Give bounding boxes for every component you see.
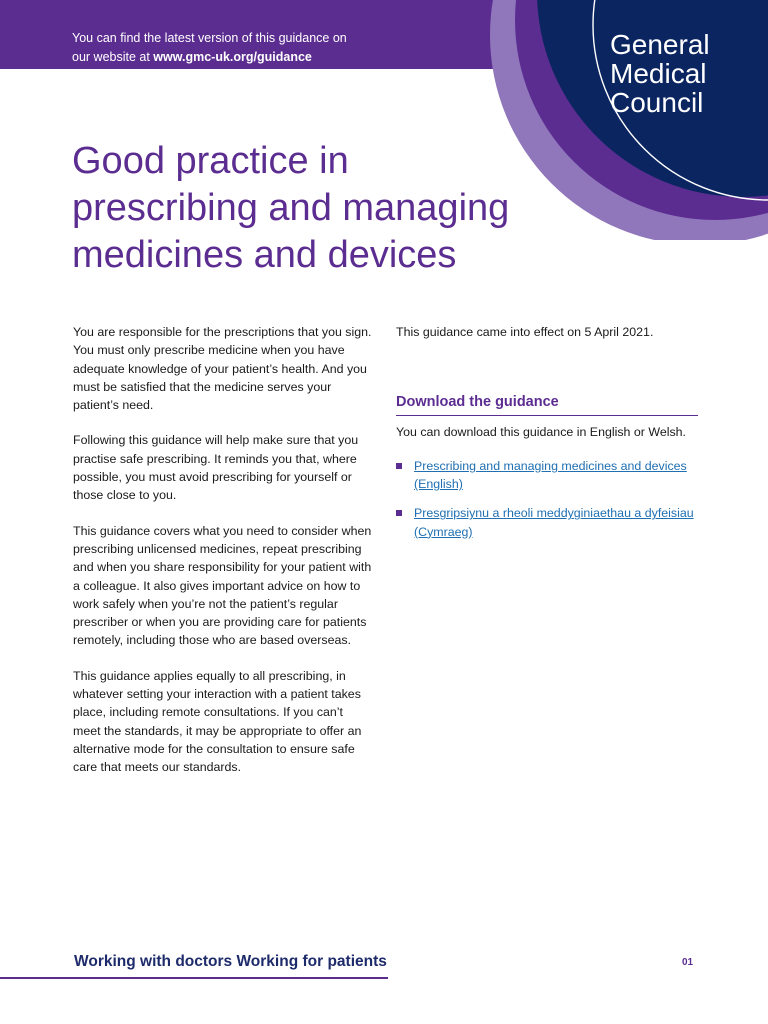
download-item-welsh [396, 504, 698, 541]
page-number: 01 [682, 957, 694, 968]
intro-paragraph-2: Following this guidance will help make sure that you practise safe prescribing. It reminds you that, where possible, you must avoid prescribing for yourself or those close to you. [73, 433, 359, 503]
footer-divider [0, 977, 388, 979]
website-notice-line1: You can find the latest version of this guidance on [72, 31, 347, 45]
logo-line-3: Council [610, 87, 704, 118]
gmc-logo-wordmark [610, 30, 710, 117]
title-line-2: prescribing and managing [72, 187, 510, 229]
title-line-3: medicines and devices [72, 234, 457, 276]
website-link[interactable]: www.gmc-uk.org/guidance [153, 50, 312, 64]
square-bullet-icon [396, 510, 402, 516]
website-notice-prefix: our website at [72, 50, 154, 64]
logo-line-1: General [610, 29, 710, 60]
website-notice [72, 29, 492, 67]
title-line-1: Good practice in [72, 140, 349, 182]
square-bullet-icon [396, 463, 402, 469]
download-list [396, 457, 698, 541]
download-heading: Download the guidance [396, 393, 698, 415]
download-link-english[interactable]: Prescribing and managing medicines and devices (English) [414, 458, 687, 492]
left-column [73, 323, 373, 794]
intro-paragraph-1: You are responsible for the prescriptions that you sign. You must only prescribe medicine when you have adequate knowledge of your patient’s health. And you must be satisfied that the medicine serves your patient’s need. [73, 325, 372, 413]
logo-line-2: Medical [610, 58, 707, 89]
right-column [396, 323, 698, 552]
download-link-welsh[interactable]: Presgripsiynu a rheoli meddyginiaethau a dyfeisiau (Cymraeg) [414, 506, 694, 539]
footer-tagline: Working with doctors Working for patients [74, 953, 387, 970]
effective-date: This guidance came into effect on 5 April 2021. [396, 325, 654, 339]
download-intro: You can download this guidance in English or Welsh. [396, 424, 686, 439]
intro-paragraph-3: This guidance covers what you need to consider when prescribing unlicensed medicines, repeat prescribing and when you share responsibility for your patient with a colleague. It also gives important advice on how to work safely when you’re not the patient’s regular prescriber or when you are providing care for patients remotely, including those who are based overseas. [73, 523, 372, 648]
website-notice-line2 [72, 48, 492, 67]
intro-paragraph-4: This guidance applies equally to all prescribing, in whatever setting your interaction with a patient takes place, including remote consultations. If you can’t meet the standards, it may be appropriate to offer an alternative mode for the consultation to ensure safe care that meets our standards. [73, 668, 362, 775]
download-item-english [396, 457, 698, 494]
page-title [72, 138, 542, 279]
